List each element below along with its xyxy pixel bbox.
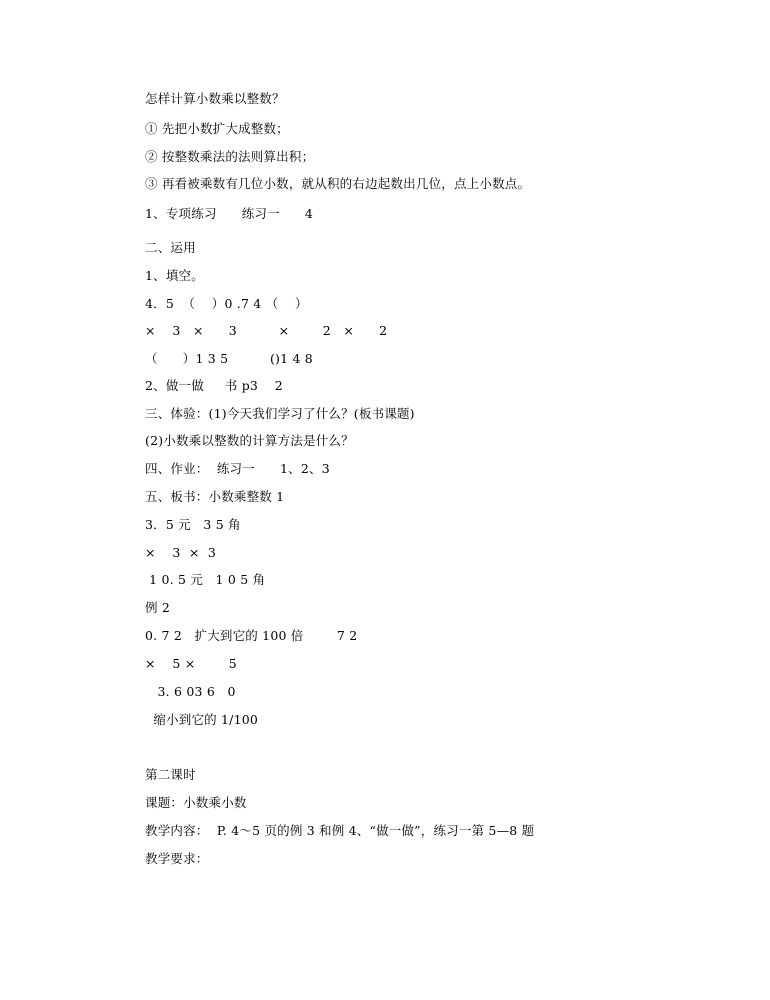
section-apply: 二、运用 bbox=[145, 240, 196, 255]
step-2: ② 按整数乘法的法则算出积； bbox=[145, 149, 315, 164]
step-3: ③ 再看被乘数有几位小数，就从积的右边起数出几位，点上小数点。 bbox=[145, 176, 531, 191]
question-heading: 怎样计算小数乘以整数？ bbox=[145, 91, 285, 106]
fill-blank-row-2: × 3 × 3 × 2 × 2 bbox=[145, 323, 388, 338]
fill-blank-row-1: 4．5 （ ）0 .7 4 （ ） bbox=[145, 296, 308, 311]
lesson-2-requirements: 教学要求： bbox=[145, 851, 209, 866]
lesson-2-content: 教学内容： P. 4～5 页的例 3 和例 4、“做一做”，练习一第 5—8 题 bbox=[145, 823, 535, 838]
example-2-row-4: 缩小到它的 1/100 bbox=[145, 712, 259, 727]
board-row-1: 3．5 元 3 5 角 bbox=[145, 517, 241, 532]
fill-blank-row-3: （ ）1 3 5 ()1 4 8 bbox=[145, 351, 313, 366]
lesson-2-heading: 第二课时 bbox=[145, 767, 196, 782]
step-1: ① 先把小数扩大成整数； bbox=[145, 121, 289, 136]
experience-question-2: (2)小数乘以整数的计算方法是什么？ bbox=[145, 433, 354, 448]
do-it-line: 2、做一做 书 p3 2 bbox=[145, 378, 283, 393]
board-row-2: × 3 × 3 bbox=[145, 545, 217, 560]
section-homework: 四、作业： 练习一 1、2、3 bbox=[145, 461, 330, 476]
practice-line: 1、专项练习 练习一 4 bbox=[145, 206, 313, 221]
section-board: 五、板书：小数乘整数 1 bbox=[145, 489, 285, 504]
example-2-row-1: 0. 7 2 扩大到它的 100 倍 7 2 bbox=[145, 628, 358, 643]
example-2-heading: 例 2 bbox=[145, 600, 171, 615]
section-experience: 三、体验：(1)今天我们学习了什么？(板书课题) bbox=[145, 406, 415, 421]
fill-blank-heading: 1、填空。 bbox=[145, 268, 204, 283]
example-2-row-3: 3. 6 03 6 0 bbox=[145, 684, 236, 699]
example-2-row-2: × 5 × 5 bbox=[145, 656, 237, 671]
board-row-3: 1 0. 5 元 1 0 5 角 bbox=[145, 572, 266, 587]
lesson-2-topic: 课题：小数乘小数 bbox=[145, 795, 247, 810]
